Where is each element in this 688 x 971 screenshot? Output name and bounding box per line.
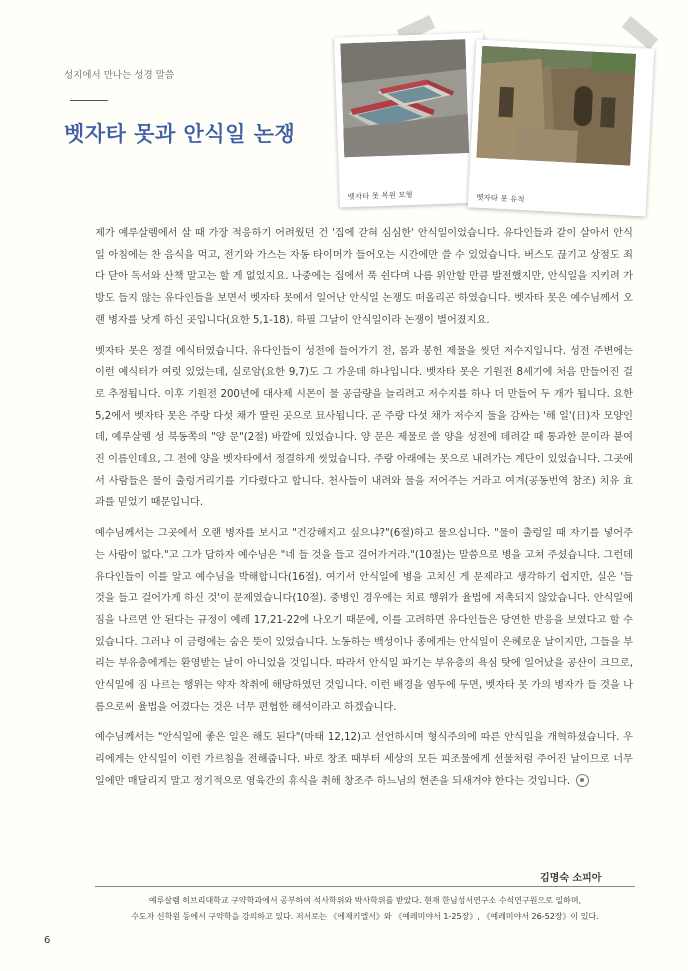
bio-line: 수도자 신학원 등에서 구약학을 강의하고 있다. 저서로는 《에제키엘서》와 《예레미야서 1-25장》, 《예레미야서 26-52장》이 있다.: [131, 912, 599, 921]
page-title: 벳자타 못과 안식일 논쟁: [64, 122, 296, 146]
model-illustration: [340, 39, 469, 157]
photo-model: [334, 32, 489, 207]
flower-end-icon: [576, 774, 589, 787]
ruins-illustration: [476, 46, 636, 166]
title-divider: [70, 100, 108, 101]
page-number: 6: [44, 935, 51, 946]
paragraph-last: [95, 727, 633, 792]
paragraph: 제가 예루살렘에서 살 때 가장 적응하기 어려웠던 건 '집에 갇혀 심심한' 안식일이었습니다. 유다인들과 같이 살아서 안식일 아침에는 찬 음식을 먹고, 전기와 가스는 자동 타이머가 들어오는 시간에만 쓸 수 있었습니다. 버스도 끊기고 상점도 죄다 닫아 독서와 산책 말고는 할 게 없었지요. 나중에는 집에서 푹 쉰다며 나름 위안할 만큼 발전했지만, 안식일을 지키려 가방도 들지 않는 유다인들을 보면서 벳자타 못에서 일어난 안식일 논쟁도 떠올리곤 하였습니다. 벳자타 못은 예수님께서 오랜 병자를 낫게 하신 곳입니다(요한 5,1-18). 하필 그날이 안식일이라 논쟁이 벌어졌지요.: [95, 228, 633, 326]
bio-divider: [95, 886, 635, 887]
photo-ruins: [468, 39, 655, 216]
section-label: 성지에서 만나는 성경 말씀: [64, 70, 175, 81]
paragraph: 예수님께서는 "안식일에 좋은 일은 해도 된다"(마태 12,12)고 선언하시며 형식주의에 따른 안식일을 개혁하셨습니다. 우리에게는 안식일이 이런 가르침을 전해줍니다. 바로 창조 때부터 세상의 모든 피조물에게 선물처럼 주어진 날이므로 너무 일에만 매달리지 말고 정기적으로 영육간의 휴식을 취해 창조주 하느님의 현존을 되새겨야 한다는 것입니다.: [95, 732, 633, 787]
author-bio: [95, 893, 635, 925]
author-name: 김명숙 소피아: [540, 873, 602, 884]
paragraph: 벳자타 못은 정결 예식터였습니다. 유다인들이 성전에 들어가기 전, 몸과 봉헌 제물을 씻던 저수지입니다. 성전 주변에는 이런 예식터가 여럿 있었는데, 실로암(요한 9,7)도 그 가운데 하나입니다. 벳자타 못은 기원전 8세기에 처음 만들어진 걸로 추정됩니다. 이후 기원전 200년에 대사제 시몬이 물 공급량을 늘리려고 저수지를 하나 더 만들어 두 개가 됩니다. 요한 5,2에서 벳자타 못은 주랑 다섯 채가 딸린 곳으로 묘사됩니다. 곧 주랑 다섯 채가 저수지 둘을 감싸는 '해 일'(日)자 모양인데, 예루살렘 성 북동쪽의 "양 문"(2절) 바깥에 있었습니다. 양 문은 제물로 쓸 양을 성전에 데려갈 때 통과한 문이라 붙여진 이름인데요, 그 전에 양을 벳자타에서 정결하게 씻었습니다. 주랑 아래에는 못으로 내려가는 계단이 있었습니다. 그곳에서 사람들은 물이 출렁거리기를 기다렸다고 합니다. 천사들이 내려와 물을 저어주는 거라고 여겨(공동번역 참조) 치유 효과를 믿었기 때문입니다.: [95, 345, 633, 509]
pool-ruins-image: [475, 46, 648, 194]
pool-model-image: [340, 39, 482, 186]
tape-decoration: [622, 16, 659, 50]
photo-caption: 벳자타 못 복원 모형: [347, 190, 413, 202]
paragraph: 예수님께서는 그곳에서 오랜 병자를 보시고 "건강해지고 싶으냐?"(6절)하고 물으십니다. "물이 출렁일 때 자기를 넣어주는 사람이 없다."고 그가 답하자 예수님은 "네 들 것을 들고 걸어가거라."(10절)는 말씀으로 병을 고쳐 주셨습니다. 그런데 유다인들이 이를 알고 예수님을 박해합니다(16절). 여기서 안식일에 병을 고치신 게 문제라고 생각하기 쉽지만, 실은 '들 것을 들고 걸어가게 하신 것'이 문제였습니다(10절). 중병인 경우에는 치료 행위가 율법에 저촉되지 않았습니다. 안식일에 짐을 나르면 안 된다는 규정이 예레 17,21-22에 나오기 때문에, 이를 고려하면 유다인들은 당연한 반응을 보였다고 할 수 있습니다. 그러나 이 금령에는 숨은 뜻이 있었습니다. 노동하는 백성이나 종에게는 안식일이 은혜로운 날이지만, 그들을 부리는 부유층에게는 환영받는 날이 아니었을 것입니다. 따라서 안식일 파기는 부유층의 욕심 탓에 일어났을 공산이 크므로, 안식일에 짐 나르는 행위는 약자 착취에 해당하였던 것입니다. 이런 배경을 염두에 두면, 벳자타 못 가의 병자가 들 것을 나름으로써 율법을 어겼다는 것은 너무 편협한 해석이라고 하겠습니다.: [95, 528, 633, 713]
article-body: [95, 223, 633, 802]
photo-caption: 벳자타 못 유적: [476, 192, 525, 205]
bio-line: 예루살렘 히브리대학교 구약학과에서 공부하여 석사학위와 박사학위를 받았다. 현재 한님성서연구소 수석연구원으로 일하며,: [148, 896, 582, 905]
